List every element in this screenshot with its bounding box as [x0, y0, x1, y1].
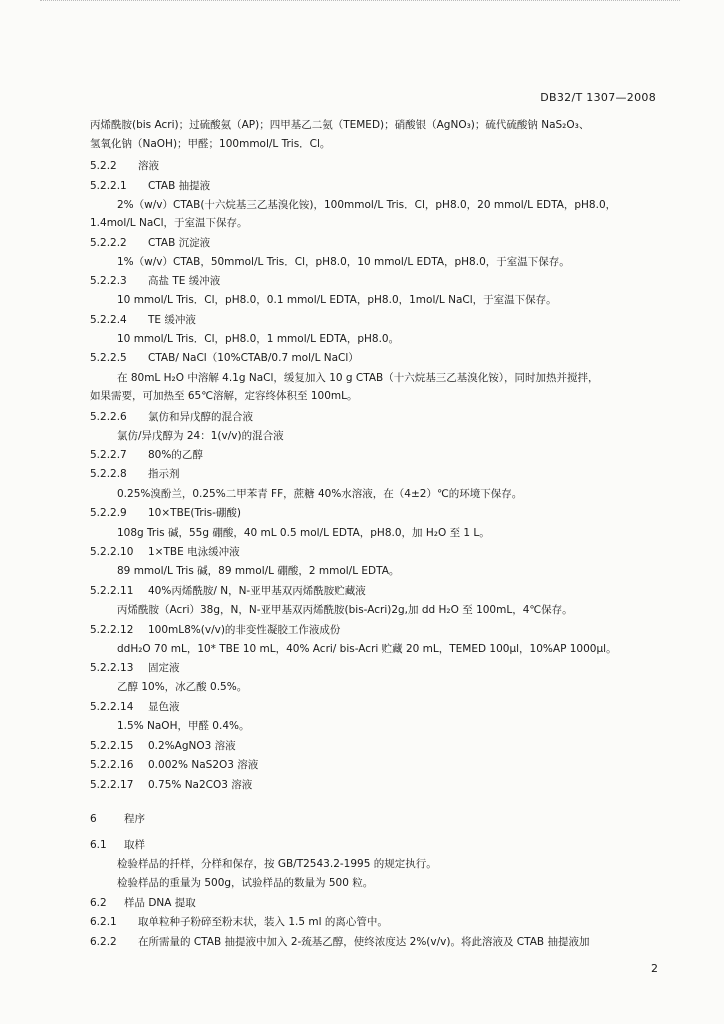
section-number: 5.2.2.15 [90, 740, 134, 752]
section-number: 6.2.2 [90, 936, 117, 948]
section-number: 5.2.2.17 [90, 779, 134, 791]
body-text: 丙烯酰胺（Acri）38g，N，N-亚甲基双丙烯酰胺(bis-Acri)2g,加 dd H₂O 至 100mL，4℃保存。 [117, 604, 573, 616]
body-text: 1%（w/v）CTAB，50mmol/L Tris．Cl，pH8.0，10 mmol/L EDTA，pH8.0，于室温下保存。 [117, 256, 570, 268]
section-number: 5.2.2.4 [90, 314, 127, 326]
body-text: 氯仿/异戊醇为 24：1(v/v)的混合液 [117, 430, 284, 442]
section-heading [90, 410, 253, 424]
body-text: 10 mmol/L Tris．Cl，pH8.0，1 mmol/L EDTA，pH8.0。 [117, 333, 400, 345]
section-heading [90, 313, 196, 327]
section-number: 5.2.2 [90, 160, 117, 172]
body-text: 乙醇 10%，冰乙酸 0.5%。 [117, 681, 248, 693]
section-heading [90, 545, 240, 559]
section-number: 5.2.2.11 [90, 585, 134, 597]
section-heading [90, 623, 340, 637]
section-title: 80%的乙醇 [148, 449, 203, 461]
section-title: 100mL8%(v/v)的非变性凝胶工作液成份 [148, 624, 341, 636]
section-heading [90, 351, 359, 365]
section-heading [90, 467, 180, 481]
body-text: ddH₂O 70 mL，10* TBE 10 mL，40% Acri/ bis-Acri 贮藏 20 mL，TEMED 100μl，10%AP 1000μl。 [117, 643, 617, 655]
section-heading [90, 179, 210, 193]
section-title: 溶液 [138, 160, 159, 172]
section-title: 取样 [124, 839, 145, 851]
section-number: 6.2.1 [90, 916, 117, 928]
section-title: 程序 [124, 813, 145, 825]
section-heading [90, 448, 203, 462]
section-heading [90, 159, 159, 173]
section-number: 5.2.2.10 [90, 546, 134, 558]
section-heading [90, 739, 236, 753]
section-heading [90, 915, 388, 929]
section-heading [90, 812, 145, 826]
section-title: 高盐 TE 缓冲液 [148, 275, 221, 287]
section-heading [90, 758, 258, 772]
section-title: 显色液 [148, 701, 180, 713]
section-number: 5.2.2.16 [90, 759, 134, 771]
body-text: 0.25%溴酚兰，0.25%二甲苯青 FF，蔗糖 40%水溶液，在（4±2）℃的环境下保存。 [117, 488, 523, 500]
section-number: 5.2.2.13 [90, 662, 134, 674]
header-rule [40, 0, 680, 3]
page-number: 2 [651, 962, 658, 975]
section-number: 6 [90, 813, 97, 825]
section-number: 6.1 [90, 839, 107, 851]
section-heading [90, 838, 145, 852]
section-number: 5.2.2.14 [90, 701, 134, 713]
section-heading [90, 236, 210, 250]
section-number: 5.2.2.1 [90, 180, 127, 192]
section-title: TE 缓冲液 [148, 314, 196, 326]
section-title: 0.75% Na2CO3 溶液 [148, 779, 253, 791]
section-number: 5.2.2.3 [90, 275, 127, 287]
section-number: 5.2.2.5 [90, 352, 127, 364]
section-title: CTAB 抽提液 [148, 180, 211, 192]
section-number: 5.2.2.12 [90, 624, 134, 636]
section-heading [90, 700, 180, 714]
body-text: 10 mmol/L Tris．Cl，pH8.0，0.1 mmol/L EDTA，pH8.0，1mol/L NaCl，于室温下保存。 [117, 294, 557, 306]
section-number: 5.2.2.7 [90, 449, 127, 461]
body-text: 89 mmol/L Tris 碱，89 mmol/L 硼酸，2 mmol/L EDTA。 [117, 565, 400, 577]
section-title: 样品 DNA 提取 [124, 897, 196, 909]
section-number: 6.2 [90, 897, 107, 909]
section-title: CTAB 沉淀液 [148, 237, 211, 249]
section-title: 指示剂 [148, 468, 180, 480]
section-title: 氯仿和异戊醇的混合液 [148, 411, 253, 423]
body-text: 在 80mL H₂O 中溶解 4.1g NaCl，缓复加入 10 g CTAB（十六烷基三乙基溴化铵），同时加热并搅拌， [117, 372, 599, 384]
section-title: CTAB/ NaCl（10%CTAB/0.7 mol/L NaCl） [148, 352, 359, 364]
body-text: 丙烯酰胺(bis Acri)；过硫酸氨（AP)；四甲基乙二氨（TEMED)；硝酸银（AgNO₃)；硫代硫酸钠 NaS₂O₃、 [90, 119, 590, 131]
section-number: 5.2.2.2 [90, 237, 127, 249]
section-heading [90, 661, 180, 675]
body-text: 如果需要，可加热至 65℃溶解，定容终体积至 100mL。 [90, 390, 358, 402]
section-number: 5.2.2.6 [90, 411, 127, 423]
section-title: 0.002% NaS2O3 溶液 [148, 759, 259, 771]
section-number: 5.2.2.9 [90, 507, 127, 519]
body-text: 氢氧化钠（NaOH)；甲醛；100mmol/L Tris．Cl。 [90, 138, 331, 150]
section-title: 在所需量的 CTAB 抽提液中加入 2-巯基乙醇，使终浓度达 2%(v/v)。将此溶液及 CTAB 抽提液加 [138, 936, 590, 948]
section-title: 1×TBE 电泳缓冲液 [148, 546, 240, 558]
section-title: 取单粒种子粉碎至粉末状，装入 1.5 ml 的离心管中。 [138, 916, 388, 928]
section-title: 0.2%AgNO3 溶液 [148, 740, 236, 752]
section-heading [90, 896, 196, 910]
section-heading [90, 506, 241, 520]
standard-code: DB32/T 1307—2008 [540, 91, 656, 104]
section-title: 40%丙烯酰胺/ N，N-亚甲基双丙烯酰胺贮藏液 [148, 585, 366, 597]
body-text: 108g Tris 碱，55g 硼酸，40 mL 0.5 mol/L EDTA，pH8.0，加 H₂O 至 1 L。 [117, 527, 490, 539]
body-text: 2%（w/v）CTAB(十六烷基三乙基溴化铵)，100mmol/L Tris．Cl，pH8.0，20 mmol/L EDTA，pH8.0， [117, 199, 617, 211]
body-text: 1.5% NaOH，甲醛 0.4%。 [117, 720, 250, 732]
section-heading [90, 584, 366, 598]
body-text: 1.4mol/L NaCl，于室温下保存。 [90, 217, 248, 229]
section-heading [90, 274, 220, 288]
body-text: 检验样品的重量为 500g，试验样品的数量为 500 粒。 [117, 877, 374, 889]
section-number: 5.2.2.8 [90, 468, 127, 480]
section-title: 固定液 [148, 662, 180, 674]
section-title: 10×TBE(Tris-硼酸) [148, 507, 241, 519]
body-text: 检验样品的扦样，分样和保存，按 GB/T2543.2-1995 的规定执行。 [117, 858, 437, 870]
section-heading [90, 935, 589, 949]
section-heading [90, 778, 252, 792]
